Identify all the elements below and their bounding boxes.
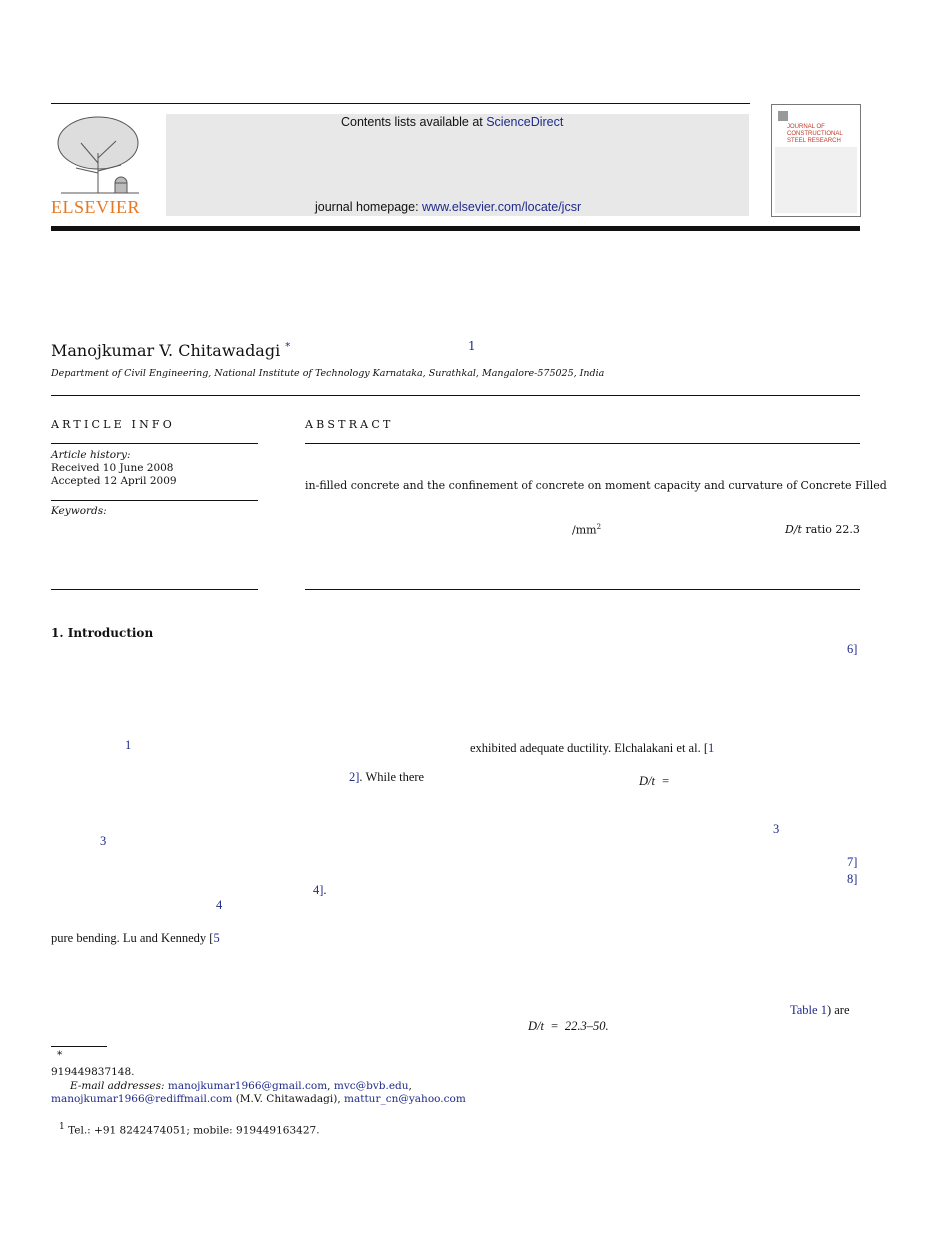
ref-1a[interactable]: 1 [125,738,132,752]
abstract-unit [572,523,601,537]
keywords-label: Keywords: [51,505,107,517]
ref-4a[interactable]: 4] [313,883,324,897]
abstract-dt: D/t [785,523,802,536]
dt-equals: D/t = [639,774,670,788]
abstract-line-1: in-filled concrete and the confinement of concrete on moment capacity and curvature of Concrete Filled [305,479,887,492]
pure-bending-text: pure bending. Lu and Kennedy [ [51,931,214,945]
article-info-heading: ARTICLE INFO [51,418,175,431]
homepage-link[interactable]: www.elsevier.com/locate/jcsr [422,200,582,214]
affiliation-rule [51,395,860,396]
abstract-unit-text: /mm [572,523,597,537]
abstract-ratio-text: ratio 22.3 [805,523,860,536]
affiliation: Department of Civil Engineering, National Institute of Technology Karnataka, Surathkal, Mangalore-575025, India [51,368,605,379]
cover-body [775,147,857,213]
footnote-rule [51,1046,107,1047]
ref-2[interactable]: 2] [349,770,360,784]
accepted-date: Accepted 12 April 2009 [51,475,177,487]
email-comma-1: , [327,1080,331,1092]
ref-4a-tail: . [323,883,327,897]
ductility-text: exhibited adequate ductility. Elchalakani et al. [ [470,741,708,755]
received-date: Received 10 June 2008 [51,462,174,474]
table-ref-tail: ) are [826,1003,850,1017]
contents-line [341,115,563,129]
homepage-line [315,200,581,214]
article-info-rule-2 [51,500,258,501]
contents-prefix: Contents lists available at [341,115,487,129]
ref-6[interactable]: 6] [847,642,858,656]
ref-2-line [349,770,424,785]
table-ref-line [790,1003,850,1018]
email-1[interactable]: manojkumar1966@gmail.com [167,1080,328,1092]
ref-3b[interactable]: 3 [773,822,780,836]
email-label: E-mail addresses: [70,1080,165,1092]
ref-7[interactable]: 7] [847,855,858,869]
email-2[interactable]: mvc@bvb.edu [333,1080,409,1092]
ref-3a[interactable]: 3 [100,834,107,848]
ductility-line [470,741,714,756]
journal-cover [771,104,861,217]
header-bottom-rule [51,226,860,231]
header-top-rule [51,103,750,104]
ref-4b[interactable]: 4 [216,898,223,912]
email-3[interactable]: manojkumar1966@rediffmail.com [51,1093,233,1105]
abstract-rule-1 [305,443,860,444]
author-line [51,341,290,360]
email-line-1 [70,1080,412,1092]
author-name: Manojkumar V. Chitawadagi [51,341,281,360]
elsevier-tree-logo [51,113,146,217]
abstract-ratio [785,523,860,536]
email-owner: (M.V. Chitawadagi), [235,1093,341,1105]
pure-bending-line [51,931,220,946]
footnote-star: * [57,1049,63,1061]
cover-emblem-icon [778,111,788,121]
table-1-link[interactable]: Table 1 [790,1003,827,1017]
article-info-rule-3 [51,589,258,590]
footnote-phone: 919449837148. [51,1066,135,1078]
abstract-rule-2 [305,589,860,590]
abstract-heading: ABSTRACT [305,418,394,431]
homepage-prefix: journal homepage: [315,200,423,214]
email-line-2 [51,1093,466,1105]
sciencedirect-link[interactable]: ScienceDirect [486,115,564,129]
footnote-1-text: Tel.: +91 8242474051; mobile: 919449163427. [68,1124,320,1137]
author-marker[interactable]: 1 [468,339,476,353]
footnote-1 [59,1122,320,1137]
ref-1b[interactable]: 1 [707,741,715,755]
ref-5[interactable]: 5 [213,931,220,945]
while-there: . While there [359,770,425,784]
section-title: 1. Introduction [51,626,154,640]
history-label: Article history: [51,449,131,461]
cover-title-1: JOURNAL OF [787,124,825,130]
cover-title-2: CONSTRUCTIONAL [787,131,843,137]
cover-title-3: STEEL RESEARCH [787,138,841,144]
cover-band [775,108,857,146]
author-star[interactable]: * [285,341,291,353]
ref-8[interactable]: 8] [847,872,858,886]
article-info-rule-1 [51,443,258,444]
publisher-name: ELSEVIER [51,197,140,217]
email-comma-2: , [408,1080,412,1092]
abstract-unit-sup: 2 [596,523,602,531]
email-4[interactable]: mattur_cn@yahoo.com [344,1093,466,1105]
dt-range: D/t = 22.3–50. [528,1019,609,1033]
ref-4a-line [313,883,327,898]
footnote-1-marker: 1 [59,1122,65,1132]
